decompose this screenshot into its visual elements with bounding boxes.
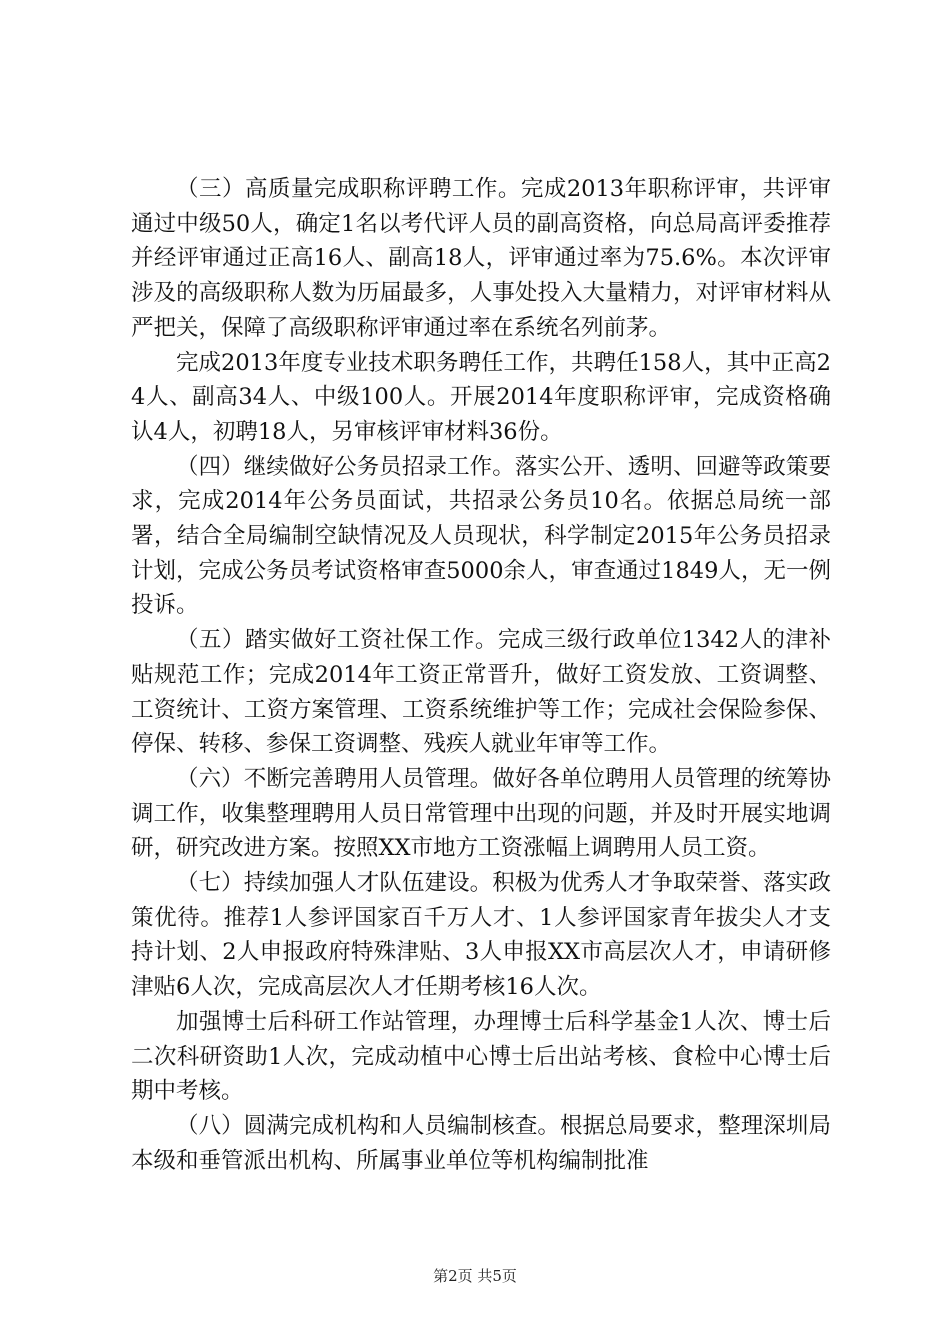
paragraph-salary-social-security: （五）踏实做好工资社保工作。完成三级行政单位1342人的津补贴规范工作；完成2014年工资正常晋升，做好工资发放、工资调整、工资统计、工资方案管理、工资系统维护等工作；完成社会保险参保、停保、转移、参保工资调整、残疾人就业年审等工作。	[131, 627, 831, 758]
paragraph-postdoc: 加强博士后科研工作站管理，办理博士后科学基金1人次、博士后二次科研资助1人次，完成动植中心博士后出站考核、食检中心博士后期中考核。	[131, 1008, 831, 1105]
paragraph-appointment: 完成2013年度专业技术职务聘任工作，共聘任158人，其中正高24人、副高34人、中级100人。开展2014年度职称评审，完成资格确认4人，初聘18人，另审核评审材料36份。	[131, 349, 831, 445]
page-footer: 第2页 共5页	[433, 1267, 517, 1285]
paragraph-talent-building: （七）持续加强人才队伍建设。积极为优秀人才争取荣誉、落实政策优待。推荐1人参评国家百千万人才、1人参评国家青年拔尖人才支持计划、2人申报政府特殊津贴、3人申报XX市高层次人才，申请研修津贴6人次，完成高层次人才任期考核16人次。	[131, 870, 831, 1001]
paragraph-contract-staff: （六）不断完善聘用人员管理。做好各单位聘用人员管理的统筹协调工作，收集整理聘用人员日常管理中出现的问题，并及时开展实地调研，研究改进方案。按照XX市地方工资涨幅上调聘用人员工资。	[131, 765, 831, 862]
paragraph-title-evaluation: （三）高质量完成职称评聘工作。完成2013年职称评审，共评审通过中级50人，确定1名以考代评人员的副高资格，向总局高评委推荐并经评审通过正高16人、副高18人，评审通过率为75.6%。本次评审涉及的高级职称人数为历届最多，人事处投入大量精力，对评审材料从严把关，保障了高级职称评审通过率在系统名列前茅。	[131, 176, 831, 341]
paragraph-civil-servant-recruitment: （四）继续做好公务员招录工作。落实公开、透明、回避等政策要求，完成2014年公务员面试，共招录公务员10名。依据总局统一部署，结合全局编制空缺情况及人员现状，科学制定2015年公务员招录计划，完成公务员考试资格审查5000余人，审查通过1849人，无一例投诉。	[131, 453, 831, 619]
document-body	[131, 172, 831, 1178]
paragraph-staffing-verification: （八）圆满完成机构和人员编制核查。根据总局要求，整理深圳局本级和垂管派出机构、所属事业单位等机构编制批准	[131, 1112, 831, 1174]
